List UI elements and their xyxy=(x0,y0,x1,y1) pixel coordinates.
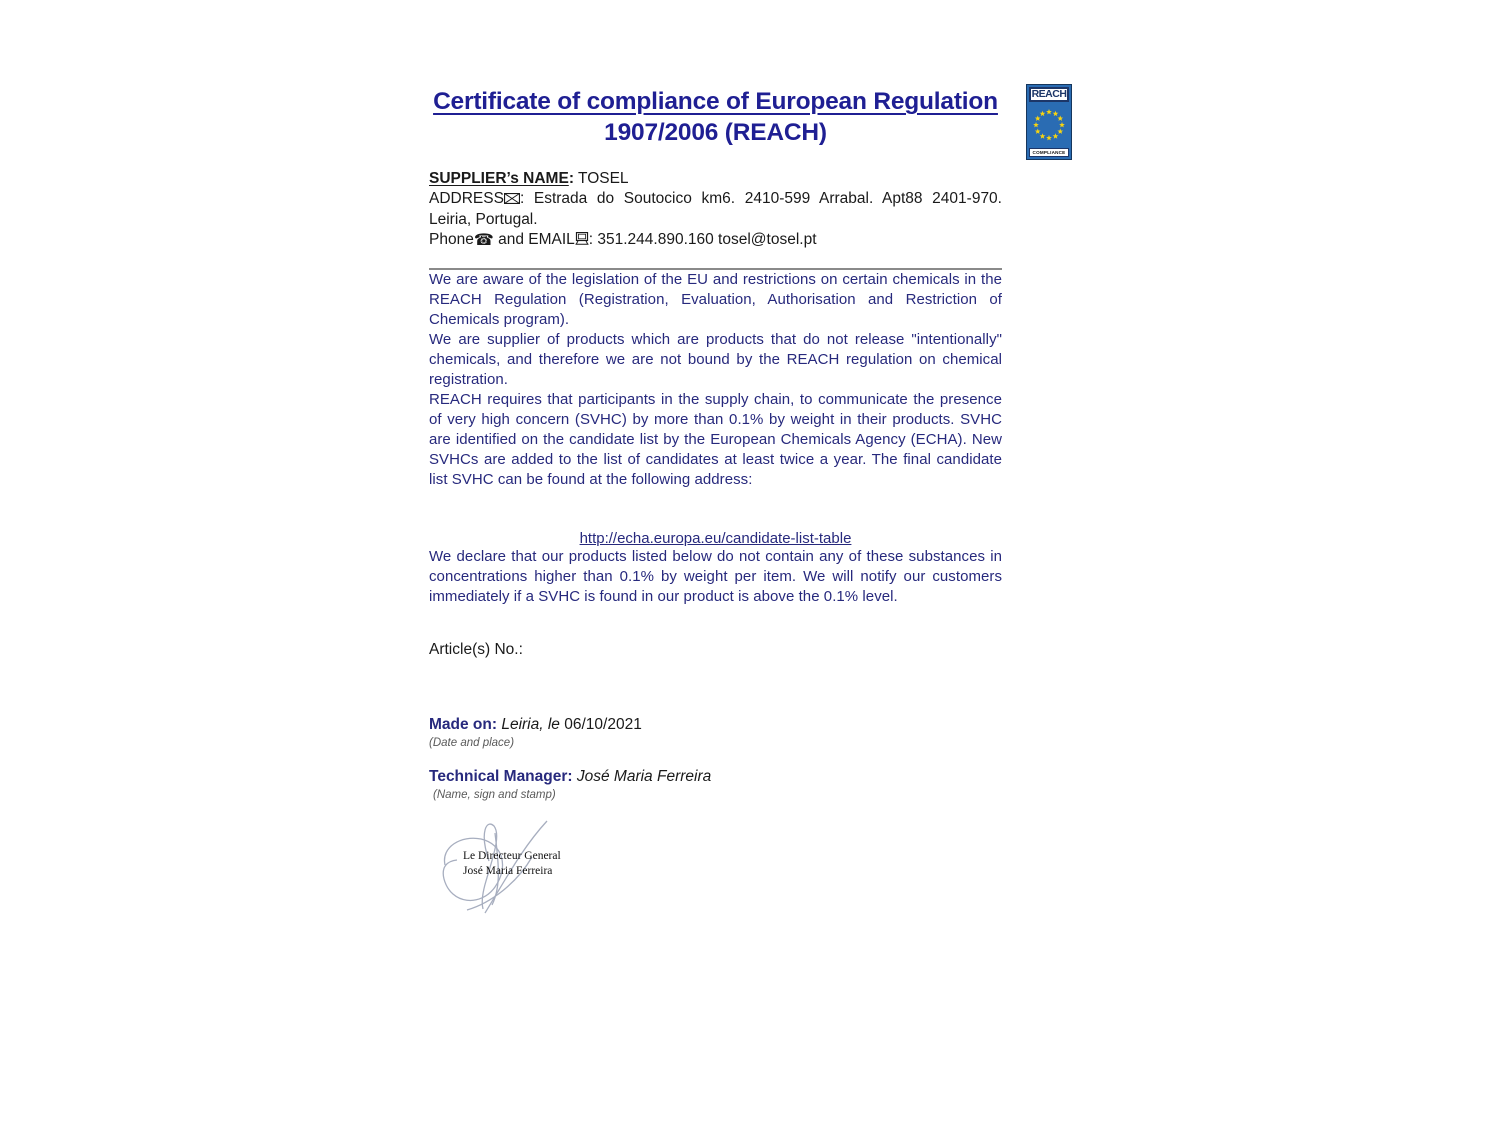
signature-area xyxy=(435,817,605,917)
stamp-line-2: José Maria Ferreira xyxy=(463,865,553,877)
computer-icon xyxy=(575,231,589,251)
page-title xyxy=(429,86,1002,148)
made-on-line xyxy=(429,715,1002,735)
technical-manager-name: José Maria Ferreira xyxy=(572,768,712,785)
title-line-1: Certificate of compliance of European Regulation xyxy=(433,88,998,115)
stamp-text xyxy=(463,849,561,879)
supplier-name-line xyxy=(429,169,1002,189)
made-on-place: Leiria, le xyxy=(497,716,560,733)
paragraph-awareness: We are aware of the legislation of the EU and restrictions on certain chemicals in the REACH Regulation (Registration, Evaluation, Authorisation and Restriction of Chemicals program). xyxy=(429,271,1002,328)
envelope-icon xyxy=(504,190,520,210)
made-on-label: Made on: xyxy=(429,716,498,733)
document-content xyxy=(429,86,1002,917)
candidate-list-link[interactable]: http://echa.europa.eu/candidate-list-table xyxy=(579,530,852,547)
stamp-line-1: Le Directeur General xyxy=(463,850,561,862)
paragraph-supplier-statement: We are supplier of products which are products that do not release "intentionally" chemicals, and therefore we are not bound by the REACH regulation on chemical registration. xyxy=(429,331,1002,388)
reach-logo-label: REACH xyxy=(1029,87,1069,102)
technical-manager-line xyxy=(429,767,1002,787)
supplier-block xyxy=(429,169,1002,251)
made-on-date: 06/10/2021 xyxy=(559,716,642,733)
technical-manager-label: Technical Manager: xyxy=(429,768,573,785)
email-label: and EMAIL xyxy=(493,231,575,248)
reach-logo-compliance-label: COMPLIANCE xyxy=(1029,148,1069,157)
supplier-contact-line xyxy=(429,230,1002,251)
technical-manager-block xyxy=(429,767,1002,803)
supplier-name-label: SUPPLIER’s NAME xyxy=(429,170,569,187)
supplier-name-value: TOSEL xyxy=(573,170,629,187)
phone-label: Phone xyxy=(429,231,474,248)
address-label: ADDRESS xyxy=(429,190,504,207)
paragraph-declaration: We declare that our products listed below do not contain any of these substances in concentrations higher than 0.1% by weight per item. We will notify our customers immediately if a SVHC is found in our product is above the 0.1% level. xyxy=(429,548,1002,605)
date-place-hint: (Date and place) xyxy=(429,737,515,749)
contact-value: : 351.244.890.160 tosel@tosel.pt xyxy=(588,231,817,248)
candidate-list-link-line xyxy=(429,530,1002,547)
phone-icon: ☎ xyxy=(473,232,494,249)
address-value: : Estrada do Soutocico km6. 2410-599 Arrabal. Apt88 2401-970. Leiria, Portugal. xyxy=(429,190,1002,228)
supplier-address-line xyxy=(429,189,1002,230)
supplier-name-colon: : xyxy=(568,170,574,187)
paragraph-reach-requirements: REACH requires that participants in the supply chain, to communicate the presence of very high concern (SVHC) by more than 0.1% by weight in their products. SVHC are identified on the candidate list by the European Chemicals Agency (ECHA). New SVHCs are added to the list of candidates at least twice a year. The final candidate list SVHC can be found at the following address: xyxy=(429,391,1002,488)
eu-stars-icon xyxy=(1029,104,1069,146)
title-line-2: 1907/2006 (REACH) xyxy=(604,119,827,146)
articles-number-label: Article(s) No.: xyxy=(429,641,523,658)
reach-compliance-logo xyxy=(1026,84,1072,160)
made-on-block xyxy=(429,715,1002,751)
name-sign-stamp-hint: (Name, sign and stamp) xyxy=(433,789,556,801)
